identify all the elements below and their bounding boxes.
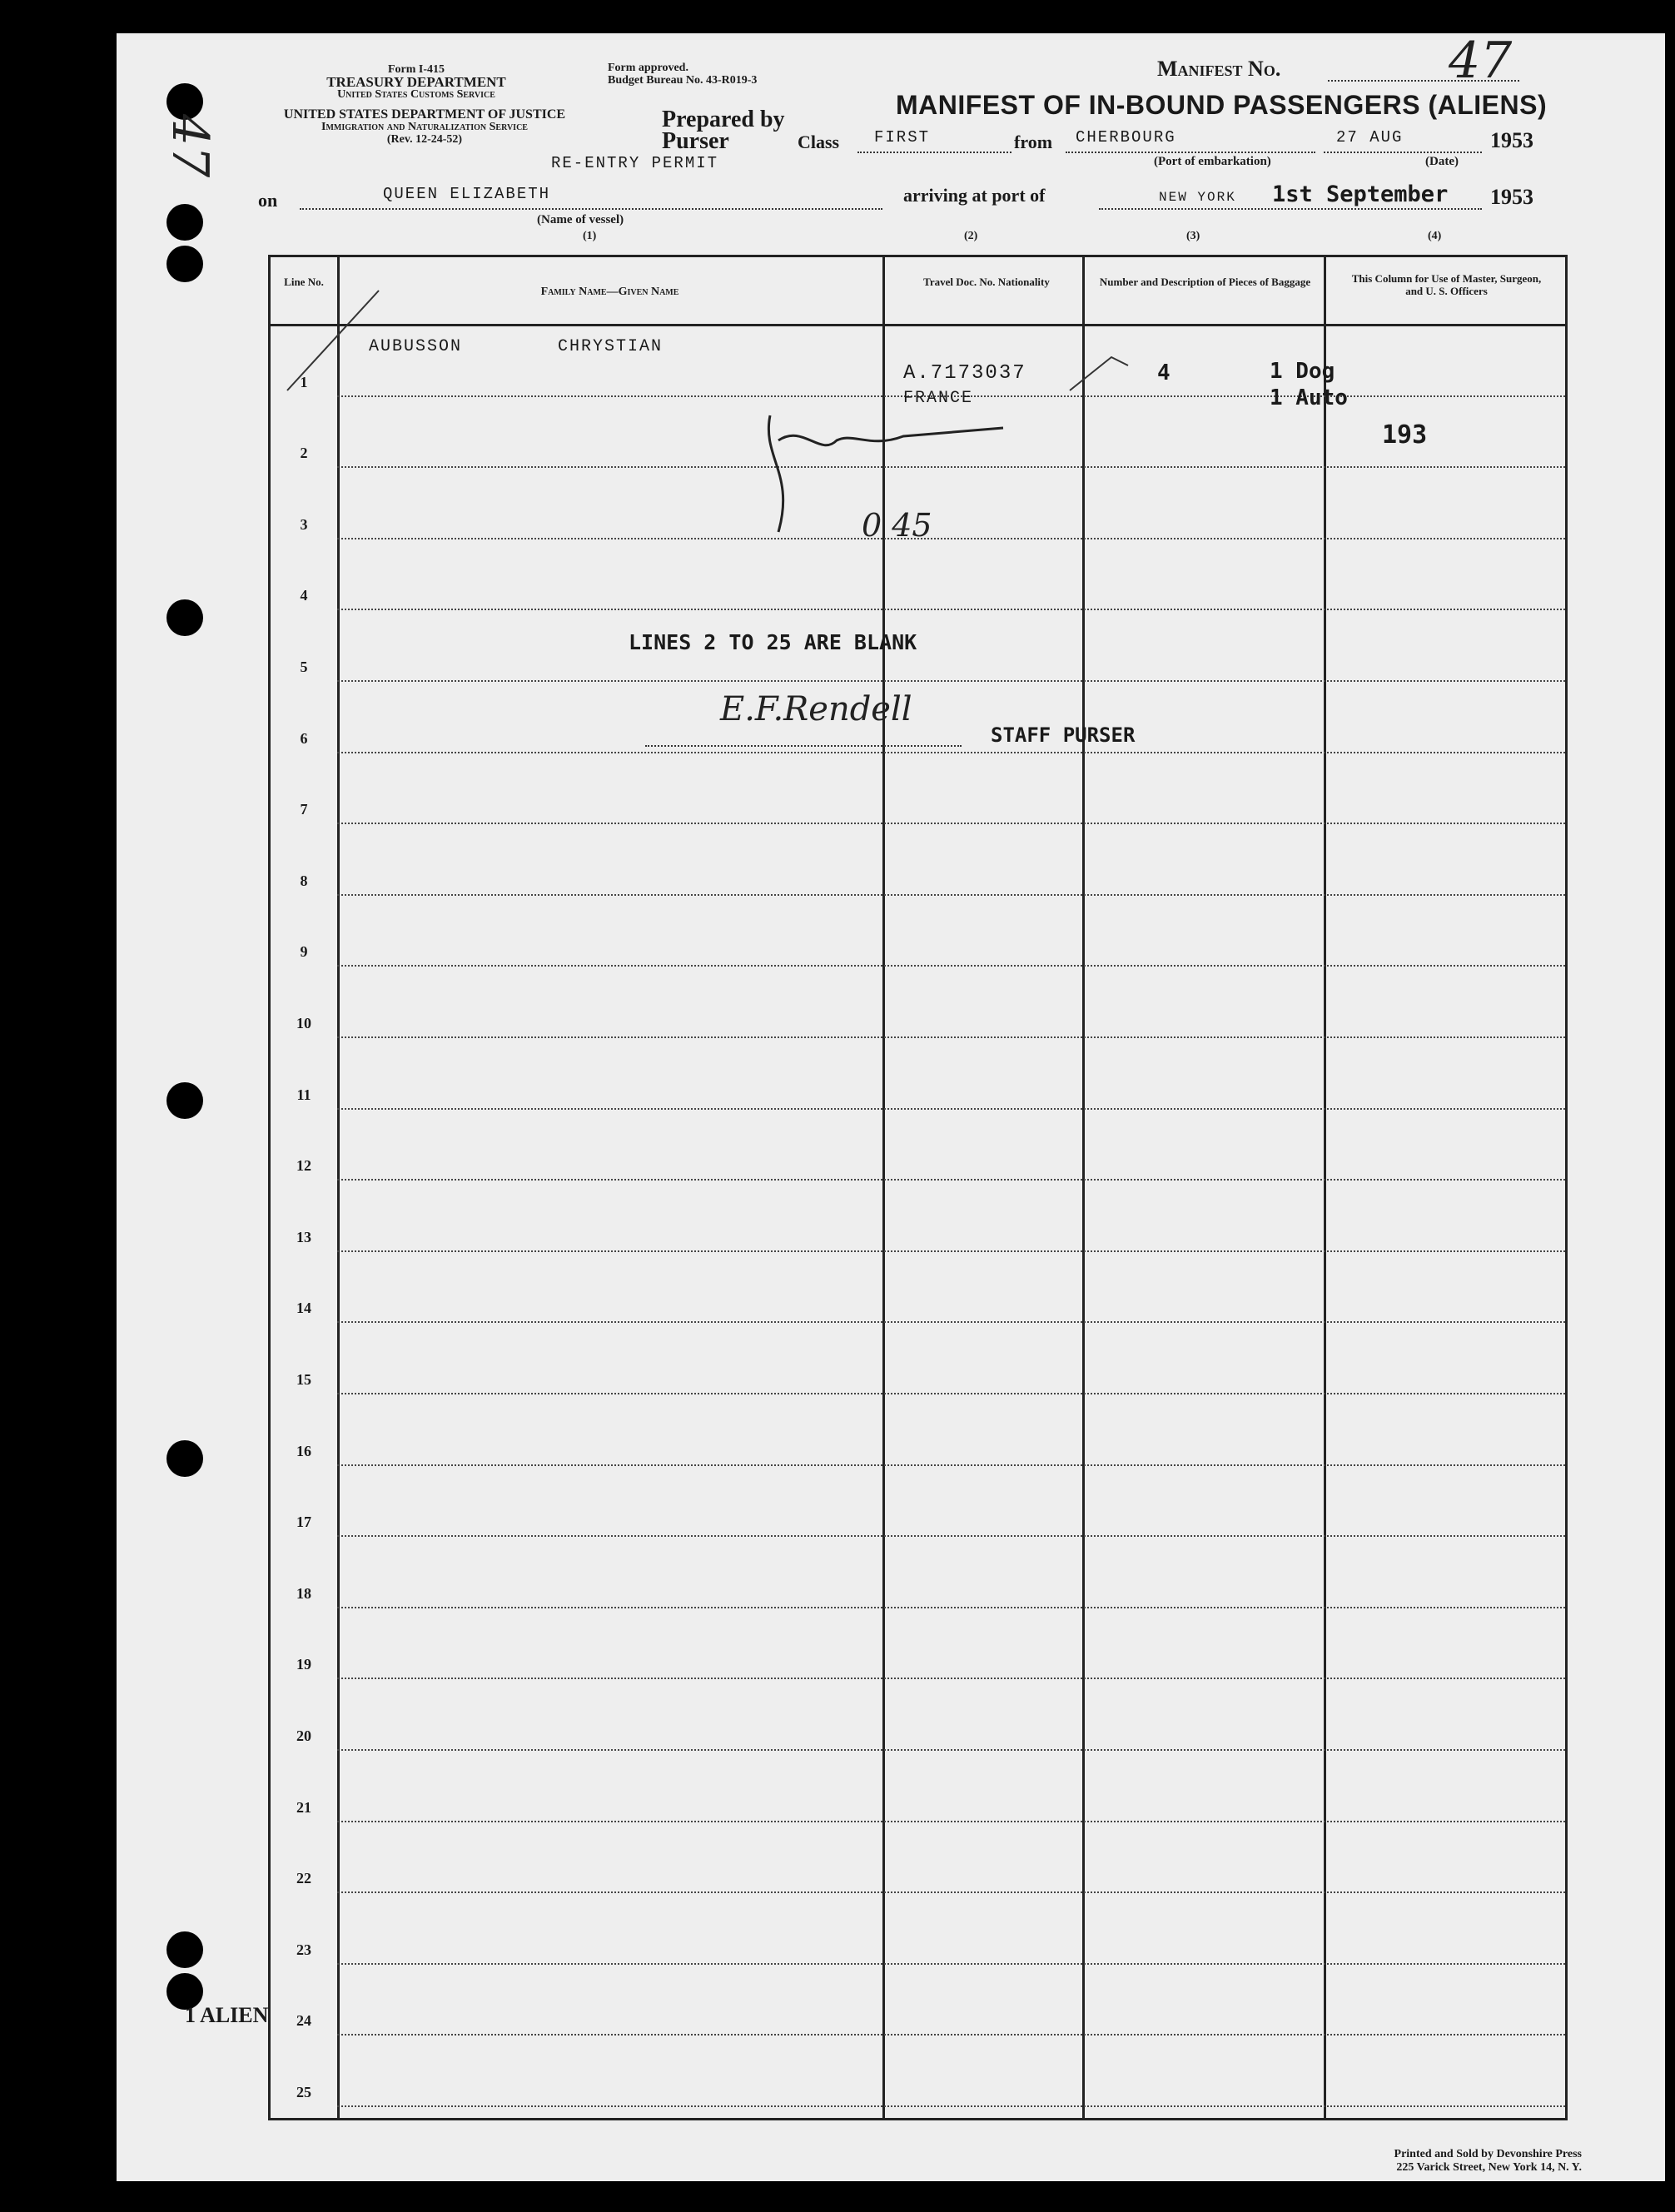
punch-hole — [167, 599, 203, 636]
staff-purser: STAFF PURSER — [991, 723, 1136, 747]
table-row-line — [337, 1108, 1565, 1110]
table-row-line — [337, 1036, 1565, 1038]
form-revision: (Rev. 12-24-52) — [386, 133, 463, 146]
table-row-line — [337, 1821, 1565, 1822]
class-line — [857, 152, 1011, 153]
embarkation-date: 27 AUG — [1336, 128, 1404, 147]
row-number: 25 — [296, 2084, 311, 2100]
handwritten-note: 0 45 — [862, 507, 932, 544]
blank-lines-note: LINES 2 TO 25 ARE BLANK — [629, 630, 917, 654]
row-number: 17 — [296, 1514, 311, 1531]
class-label: Class — [798, 132, 840, 152]
row-number: 7 — [300, 801, 308, 818]
passenger-table — [268, 255, 1568, 2120]
arrival-date: 1st September — [1272, 181, 1449, 207]
row-number: 4 — [300, 587, 308, 604]
row-number: 5 — [300, 659, 308, 675]
table-row-line — [337, 823, 1565, 824]
baggage-count: 4 — [1157, 360, 1171, 385]
row-number: 15 — [296, 1371, 311, 1388]
vessel-line — [300, 208, 882, 210]
table-row-line — [337, 1891, 1565, 1893]
col-officers: This Column for Use of Master, Surgeon, and U. S. Officers — [1351, 272, 1542, 297]
table-row-line — [337, 1678, 1565, 1679]
table-row-line — [337, 965, 1565, 967]
on-label: on — [258, 190, 278, 211]
punch-hole — [167, 1440, 203, 1477]
table-row-line — [337, 1393, 1565, 1394]
form-number: Form I-415 — [387, 63, 445, 76]
table-row-line — [337, 1321, 1565, 1323]
table-row-line — [337, 1535, 1565, 1537]
port-caption: (Port of embarkation) — [1154, 155, 1271, 168]
row-number: 16 — [296, 1442, 311, 1459]
port-of-embarkation: CHERBOURG — [1076, 128, 1176, 147]
manifest-number: 47 — [1449, 32, 1513, 90]
row-number: 13 — [296, 1228, 311, 1245]
reentry-permit: RE-ENTRY PERMIT — [551, 154, 719, 172]
column-number-3: (3) — [1186, 230, 1200, 242]
family-name: AUBUSSON — [369, 337, 463, 356]
arriving-label: arriving at port of — [903, 185, 1046, 206]
nationality: FRANCE — [903, 389, 974, 408]
vessel-caption: (Name of vessel) — [537, 213, 624, 226]
table-row-line — [337, 2105, 1565, 2107]
doj-block — [250, 108, 599, 146]
punch-hole — [167, 204, 203, 241]
table-row-line — [337, 1749, 1565, 1751]
table-row-line — [337, 1607, 1565, 1608]
given-name: CHRYSTIAN — [558, 337, 664, 356]
purser-label: Purser — [662, 128, 729, 154]
budget-bureau: Budget Bureau No. 43-R019-3 — [608, 74, 758, 87]
column-number-1: (1) — [583, 230, 597, 242]
row-number: 18 — [296, 1584, 311, 1602]
table-row-line — [337, 680, 1565, 682]
prepared-by: Prepared by — [662, 107, 785, 132]
row-number: 9 — [300, 943, 308, 961]
printer-address: 225 Varick Street, New York 14, N. Y. — [1396, 2161, 1582, 2174]
row-number: 11 — [296, 1086, 311, 1103]
row-number: 21 — [296, 1798, 311, 1816]
date-caption: (Date) — [1425, 155, 1459, 168]
manifest-title: MANIFEST OF IN-BOUND PASSENGERS (ALIENS) — [896, 90, 1548, 120]
row-number: 1 — [300, 373, 308, 390]
punch-hole — [167, 1082, 203, 1119]
approval-block — [608, 62, 757, 87]
signature-line — [645, 745, 962, 747]
arrival-line — [1099, 208, 1482, 210]
port-line — [1066, 152, 1315, 153]
treasury-department: TREASURY DEPARTMENT — [326, 74, 506, 90]
table-row-line — [337, 1963, 1565, 1965]
form-id-block — [275, 63, 558, 101]
column-number-4: (4) — [1428, 230, 1442, 242]
department-of-justice: UNITED STATES DEPARTMENT OF JUSTICE — [283, 107, 566, 122]
alien-count: 1 ALIEN — [185, 2003, 269, 2027]
row-number: 22 — [296, 1870, 311, 1887]
table-row-line — [337, 1179, 1565, 1181]
officer-note: 193 — [1382, 420, 1428, 450]
margin-page-number: 47 — [161, 113, 220, 178]
manifest-no-label: Manifest No. — [1157, 57, 1281, 81]
printer-name: Printed and Sold by Devonshire Press — [1394, 2148, 1582, 2160]
col-baggage: Number and Description of Pieces of Baggage — [1099, 276, 1311, 288]
class-value: FIRST — [874, 128, 931, 147]
col-travel-doc: Travel Doc. No. Nationality — [923, 276, 1050, 288]
vessel-name: QUEEN ELIZABETH — [383, 185, 551, 203]
row-number: 20 — [296, 1727, 311, 1744]
row-number: 3 — [300, 515, 308, 533]
table-row-line — [337, 752, 1565, 753]
travel-doc-number: A.7173037 — [903, 362, 1026, 385]
col-family-name: Family Name—Given Name — [540, 286, 679, 298]
baggage-item: 1 Auto — [1270, 385, 1348, 410]
table-row-line — [337, 894, 1565, 896]
table-row-line — [337, 2034, 1565, 2036]
form-approved: Form approved. — [608, 62, 688, 74]
purser-signature: E.F.Rendell — [720, 690, 912, 728]
from-label: from — [1014, 132, 1053, 152]
column-number-2: (2) — [964, 230, 978, 242]
baggage-item: 1 Dog — [1270, 359, 1335, 384]
col-line-no: Line No. — [284, 276, 324, 288]
row-number: 10 — [296, 1015, 311, 1031]
arrival-port: NEW YORK — [1159, 190, 1236, 205]
printer-credit — [1232, 2148, 1582, 2175]
row-number: 19 — [296, 1656, 311, 1673]
punch-hole — [167, 1931, 203, 1968]
table-row-line — [337, 1464, 1565, 1466]
embarkation-year: 1953 — [1490, 128, 1533, 152]
row-number: 14 — [296, 1300, 311, 1317]
customs-service: United States Customs Service — [337, 88, 495, 101]
pen-marks — [271, 257, 1565, 632]
table-row-line — [337, 1250, 1565, 1252]
punch-hole — [167, 246, 203, 282]
ins-service: Immigration and Naturalization Service — [321, 121, 528, 133]
date-line — [1324, 152, 1482, 153]
row-number: 6 — [300, 729, 308, 747]
row-number: 23 — [296, 1941, 311, 1958]
row-number: 8 — [300, 872, 308, 889]
row-number: 24 — [296, 2012, 311, 2030]
row-number: 12 — [296, 1157, 311, 1175]
arrival-year: 1953 — [1490, 185, 1533, 209]
row-number: 2 — [300, 445, 308, 462]
